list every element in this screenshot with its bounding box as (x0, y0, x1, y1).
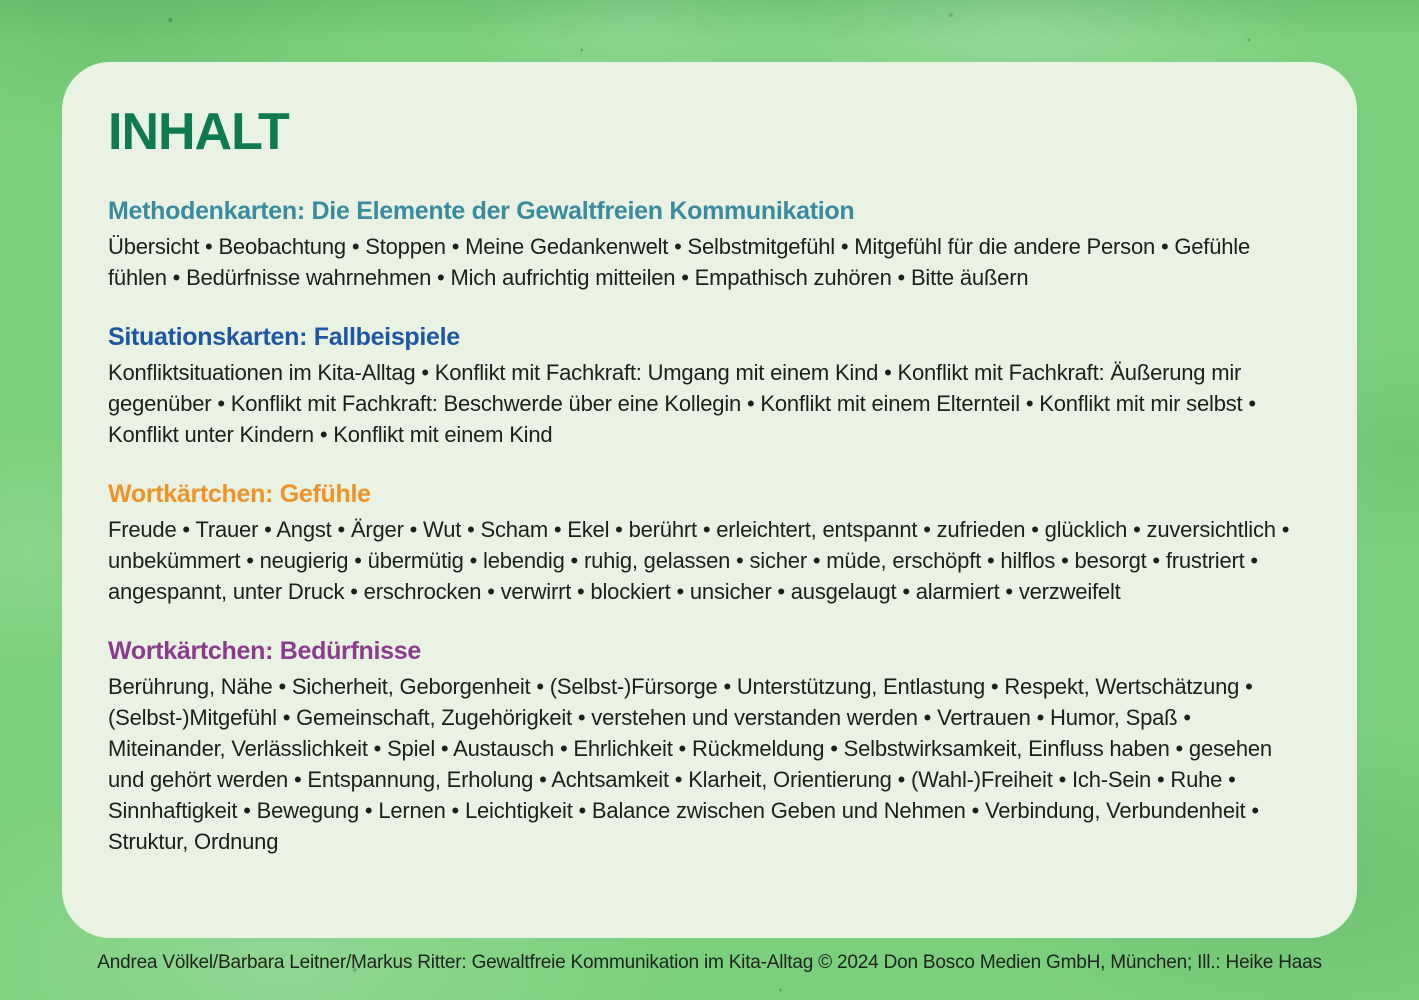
section-heading: Wortkärtchen: Bedürfnisse (108, 637, 421, 665)
section-heading: Wortkärtchen: Gefühle (108, 480, 371, 508)
page-title: INHALT (108, 103, 289, 161)
section-wortkaertchen-gefuehle (108, 479, 1311, 607)
credit-line: Andrea Völkel/Barbara Leitner/Markus Ritter: Gewaltfreie Kommunikation im Kita-Alltag © 2024 Don Bosco Medien GmbH, München; Ill.: Heike Haas (97, 952, 1322, 973)
section-situationskarten (108, 322, 1311, 450)
section-item-list: Berührung, Nähe • Sicherheit, Geborgenheit • (Selbst-)Fürsorge • Unterstützung, Entlastung • Respekt, Wertschätzung • (Selbst-)Mitgefühl • Gemeinschaft, Zugehörigkeit • verstehen und verstanden werden • Vertrauen • Humor, Spaß • Miteinander, Verlässlichkeit • Spiel • Austausch • Ehrlichkeit • Rückmeldung • Selbstwirksamkeit, Einfluss haben • gesehen und gehört werden • Entspannung, Erholung • Achtsamkeit • Klarheit, Orientierung • (Wahl-)Freiheit • Ich-Sein • Ruhe • Sinnhaftigkeit • Bewegung • Lernen • Leichtigkeit • Balance zwischen Geben und Nehmen • Verbindung, Verbundenheit • Struktur, Ordnung (108, 674, 1272, 854)
section-wortkaertchen-beduerfnisse (108, 636, 1311, 857)
section-heading: Situationskarten: Fallbeispiele (108, 323, 460, 351)
section-item-list: Übersicht • Beobachtung • Stoppen • Meine Gedankenwelt • Selbstmitgefühl • Mitgefühl für die andere Person • Gefühle fühlen • Bedürfnisse wahrnehmen • Mich aufrichtig mitteilen • Empathisch zuhören • Bitte äußern (108, 234, 1251, 290)
section-item-list: Konfliktsituationen im Kita-Alltag • Konflikt mit Fachkraft: Umgang mit einem Kind • Konflikt mit Fachkraft: Äußerung mir gegenüber • Konflikt mit Fachkraft: Beschwerde über eine Kollegin • Konflikt mit einem Elternteil • Konflikt mit mir selbst • Konflikt unter Kindern • Konflikt mit einem Kind (108, 360, 1256, 447)
section-methodenkarten (108, 196, 1311, 293)
section-item-list: Freude • Trauer • Angst • Ärger • Wut • Scham • Ekel • berührt • erleichtert, entspannt • zufrieden • glücklich • zuversichtlich • unbekümmert • neugierig • übermütig • lebendig • ruhig, gelassen • sicher • müde, erschöpft • hilflos • besorgt • frustriert • angespannt, unter Druck • erschrocken • verwirrt • blockiert • unsicher • ausgelaugt • alarmiert • verzweifelt (108, 517, 1290, 604)
section-heading: Methodenkarten: Die Elemente der Gewaltfreien Kommunikation (108, 197, 855, 225)
content-card (62, 62, 1357, 938)
